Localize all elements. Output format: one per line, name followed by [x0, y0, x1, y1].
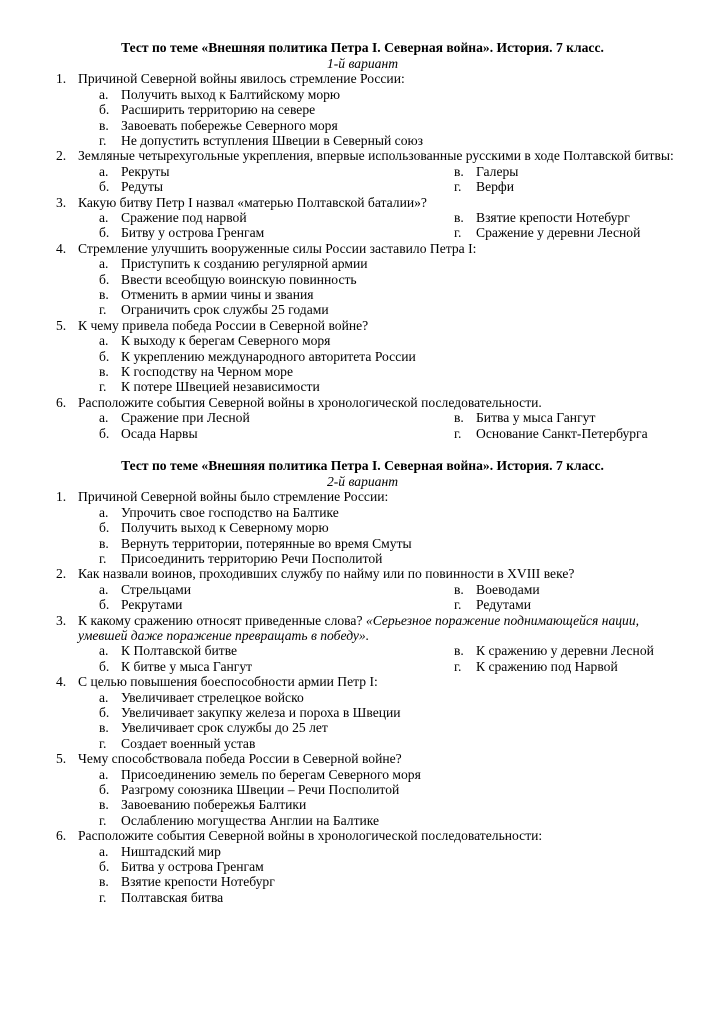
option-text: Упрочить свое господство на Балтике — [121, 504, 339, 520]
answer-option — [0, 536, 725, 551]
test-title: Тест по теме «Внешняя политика Петра I. Северная война». История. 7 класс. — [121, 458, 604, 473]
option-text: Завоеванию побережья Балтики — [121, 797, 307, 813]
answer-option — [99, 581, 191, 597]
answer-option — [0, 133, 725, 148]
answer-option — [0, 302, 725, 317]
option-letter: б. — [99, 102, 110, 118]
option-text: Присоединению земель по берегам Северного моря — [121, 766, 421, 782]
question-number: 5. — [56, 317, 67, 333]
option-letter: а. — [99, 504, 109, 520]
answer-option — [454, 643, 654, 659]
question-5 — [0, 751, 690, 766]
option-text: Осада Нарвы — [121, 425, 198, 441]
option-text: Редуты — [121, 179, 164, 195]
option-letter: г. — [99, 812, 107, 828]
option-letter: в. — [99, 535, 109, 551]
option-text: Увеличивает стрелецкое войско — [121, 689, 304, 705]
variant-2 — [0, 458, 725, 905]
answer-options — [0, 87, 725, 149]
option-text: Ослаблению могущества Англии на Балтике — [121, 812, 380, 828]
option-text: Присоединить территорию Речи Посполитой — [121, 550, 383, 566]
answer-option — [99, 209, 247, 225]
option-text: Получить выход к Северному морю — [121, 520, 329, 536]
answer-options-grid — [0, 410, 725, 441]
answer-option — [0, 349, 725, 364]
option-letter: г. — [454, 425, 462, 441]
question-text: С целью повышения боеспособности армии Петр I: — [78, 674, 378, 690]
answer-option — [0, 505, 725, 520]
question-text: Причиной Северной войны было стремление России: — [78, 489, 389, 505]
question-text: Стремление улучшить вооруженные силы России заставило Петра I: — [78, 240, 477, 256]
answer-option — [99, 658, 253, 674]
answer-options-grid — [0, 210, 725, 241]
answer-option — [0, 520, 725, 535]
option-text: Увеличивает срок службы до 25 лет — [121, 720, 328, 736]
question-6 — [0, 395, 690, 410]
option-text: Сражение при Лесной — [121, 410, 250, 426]
option-text: К господству на Черном море — [121, 363, 294, 379]
question-text — [78, 613, 690, 644]
answer-option — [0, 256, 725, 271]
option-text: К битве у мыса Гангут — [121, 658, 253, 674]
answer-option — [454, 410, 596, 426]
option-text: Полтавская битва — [121, 889, 224, 905]
option-text: Сражение у деревни Лесной — [476, 225, 641, 241]
option-text: Сражение под нарвой — [121, 209, 247, 225]
answer-option — [0, 102, 725, 117]
answer-options — [0, 767, 725, 829]
answer-option — [0, 813, 725, 828]
option-text: Получить выход к Балтийскому морю — [121, 86, 341, 102]
question-number: 4. — [56, 240, 67, 256]
answer-option — [0, 797, 725, 812]
answer-option — [99, 179, 164, 195]
answer-option — [454, 225, 641, 241]
question-text: Чему способствовала победа России в Северной войне? — [78, 751, 402, 767]
answer-option — [0, 767, 725, 782]
answer-options — [0, 690, 725, 752]
test-title: Тест по теме «Внешняя политика Петра I. Северная война». История. 7 класс. — [121, 40, 604, 55]
answer-option — [0, 333, 725, 348]
option-text: Завоевать побережье Северного моря — [121, 117, 338, 133]
option-letter: а. — [99, 843, 109, 859]
answer-option — [0, 874, 725, 889]
answer-option — [0, 364, 725, 379]
answer-option — [0, 551, 725, 566]
option-letter: б. — [99, 179, 110, 195]
answer-option — [0, 690, 725, 705]
option-letter: а. — [99, 256, 109, 272]
option-letter: г. — [99, 735, 107, 751]
answer-option — [99, 425, 198, 441]
question-5 — [0, 318, 690, 333]
option-letter: б. — [99, 225, 110, 241]
answer-option — [99, 225, 265, 241]
option-letter: в. — [454, 209, 464, 225]
option-text: Воеводами — [476, 581, 540, 597]
option-text: Взятие крепости Нотебург — [121, 874, 275, 890]
option-letter: б. — [99, 425, 110, 441]
question-number: 2. — [56, 148, 67, 164]
answer-option — [454, 597, 531, 613]
answer-option — [0, 736, 725, 751]
option-text: Не допустить вступления Швеции в Северный союз — [121, 132, 424, 148]
option-letter: б. — [99, 348, 110, 364]
answer-option — [99, 643, 238, 659]
answer-option — [454, 209, 630, 225]
answer-options-grid — [0, 643, 725, 674]
option-text: Увеличивает закупку железа и пороха в Швеции — [121, 704, 401, 720]
answer-options-grid — [0, 164, 725, 195]
option-text: Приступить к созданию регулярной армии — [121, 256, 368, 272]
question-number: 6. — [56, 828, 67, 844]
option-text: К сражению под Нарвой — [476, 658, 618, 674]
option-text: К потере Швецией независимости — [121, 379, 320, 395]
answer-option — [0, 844, 725, 859]
answer-option — [0, 87, 725, 102]
option-text: Ввести всеобщую воинскую повинность — [121, 271, 357, 287]
option-letter: г. — [454, 179, 462, 195]
answer-option — [99, 410, 250, 426]
answer-option — [454, 658, 618, 674]
answer-options — [0, 844, 725, 906]
option-text: К Полтавской битве — [121, 643, 238, 659]
option-text: Расширить территорию на севере — [121, 102, 316, 118]
question-number: 2. — [56, 566, 67, 582]
option-letter: а. — [99, 86, 109, 102]
question-number: 1. — [56, 71, 67, 87]
option-text: Отменить в армии чины и звания — [121, 286, 314, 302]
option-letter: в. — [99, 720, 109, 736]
answer-option — [454, 179, 514, 195]
answer-option — [99, 163, 170, 179]
option-letter: в. — [454, 581, 464, 597]
answer-option — [454, 163, 519, 179]
question-text: Причиной Северной войны явилось стремление России: — [78, 71, 405, 87]
answer-options-grid — [0, 582, 725, 613]
option-letter: в. — [99, 797, 109, 813]
option-letter: г. — [99, 379, 107, 395]
option-letter: г. — [99, 132, 107, 148]
option-letter: в. — [454, 410, 464, 426]
answer-options — [0, 505, 725, 567]
option-letter: а. — [99, 766, 109, 782]
option-text: Битву у острова Гренгам — [121, 225, 265, 241]
question-number: 3. — [56, 194, 67, 210]
option-letter: г. — [99, 889, 107, 905]
option-text: Битва у острова Гренгам — [121, 858, 264, 874]
option-letter: а. — [99, 581, 109, 597]
question-4 — [0, 674, 690, 689]
variant-subtitle: 2-й вариант — [326, 474, 399, 489]
answer-option — [0, 705, 725, 720]
option-text: Вернуть территории, потерянные во время Смуты — [121, 535, 412, 551]
option-letter: а. — [99, 689, 109, 705]
option-text: Основание Санкт-Петербурга — [476, 425, 648, 441]
option-text: Галеры — [476, 163, 519, 179]
option-letter: в. — [99, 874, 109, 890]
option-text: Взятие крепости Нотебург — [476, 209, 630, 225]
option-letter: б. — [99, 781, 110, 797]
answer-options — [0, 333, 725, 395]
option-letter: а. — [99, 410, 109, 426]
variant-subtitle: 1-й вариант — [326, 56, 399, 71]
question-stem: К какому сражению относят приведенные слова? — [78, 612, 363, 628]
answer-option — [0, 859, 725, 874]
answer-option — [454, 581, 540, 597]
question-number: 1. — [56, 489, 67, 505]
option-text: Рекрутами — [121, 597, 183, 613]
option-text: Создает военный устав — [121, 735, 256, 751]
answer-option — [0, 890, 725, 905]
option-letter: б. — [99, 658, 110, 674]
answer-option — [0, 782, 725, 797]
option-letter: а. — [99, 163, 109, 179]
question-4 — [0, 241, 690, 256]
question-number: 3. — [56, 612, 67, 628]
option-letter: в. — [99, 117, 109, 133]
option-letter: в. — [454, 643, 464, 659]
question-text: Какую битву Петр I назвал «матерью Полтавской баталии»? — [78, 194, 427, 210]
question-6 — [0, 828, 690, 843]
question-text: К чему привела победа России в Северной войне? — [78, 317, 369, 333]
question-text: Как назвали воинов, проходивших службу по найму или по повинности в XVIII веке? — [78, 566, 575, 582]
option-letter: г. — [99, 302, 107, 318]
option-text: Ништадский мир — [121, 843, 221, 859]
option-letter: б. — [99, 704, 110, 720]
option-text: Разгрому союзника Швеции – Речи Посполитой — [121, 781, 400, 797]
option-letter: а. — [99, 209, 109, 225]
option-text: Битва у мыса Гангут — [476, 410, 596, 426]
option-text: Рекруты — [121, 163, 170, 179]
question-number: 4. — [56, 674, 67, 690]
question-1 — [0, 489, 690, 504]
option-letter: б. — [99, 520, 110, 536]
answer-option — [0, 720, 725, 735]
question-3 — [0, 195, 690, 210]
option-letter: в. — [99, 363, 109, 379]
option-text: Редутами — [476, 597, 531, 613]
option-letter: г. — [454, 225, 462, 241]
option-letter: г. — [454, 597, 462, 613]
option-letter: а. — [99, 643, 109, 659]
option-letter: в. — [99, 286, 109, 302]
question-text: Расположите события Северной войны в хронологической последовательности: — [78, 828, 543, 844]
answer-options — [0, 256, 725, 318]
question-3 — [0, 613, 690, 644]
answer-option — [454, 425, 648, 441]
answer-option — [0, 287, 725, 302]
option-letter: г. — [99, 550, 107, 566]
question-number: 6. — [56, 394, 67, 410]
option-text: К укреплению международного авторитета России — [121, 348, 416, 364]
answer-option — [0, 118, 725, 133]
question-2 — [0, 148, 690, 163]
option-letter: а. — [99, 333, 109, 349]
answer-option — [0, 272, 725, 287]
option-letter: б. — [99, 858, 110, 874]
question-text: Расположите события Северной войны в хронологической последовательности. — [78, 394, 542, 410]
question-2 — [0, 566, 690, 581]
question-1 — [0, 71, 690, 86]
question-text: Земляные четырехугольные укрепления, впервые использованные русскими в ходе Полтавской битвы: — [78, 148, 674, 164]
variant-1 — [0, 40, 725, 441]
option-letter: б. — [99, 597, 110, 613]
option-text: К выходу к берегам Северного моря — [121, 333, 331, 349]
option-letter: г. — [454, 658, 462, 674]
option-letter: б. — [99, 271, 110, 287]
option-text: Верфи — [476, 179, 514, 195]
option-letter: в. — [454, 163, 464, 179]
option-text: Ограничить срок службы 25 годами — [121, 302, 329, 318]
answer-option — [0, 379, 725, 394]
question-number: 5. — [56, 751, 67, 767]
question-quote: «Серьезное поражение поднимающейся нации, умевшей даже поражение превращать в победу». — [78, 612, 640, 643]
option-text: К сражению у деревни Лесной — [476, 643, 654, 659]
option-text: Стрельцами — [121, 581, 191, 597]
answer-option — [99, 597, 183, 613]
